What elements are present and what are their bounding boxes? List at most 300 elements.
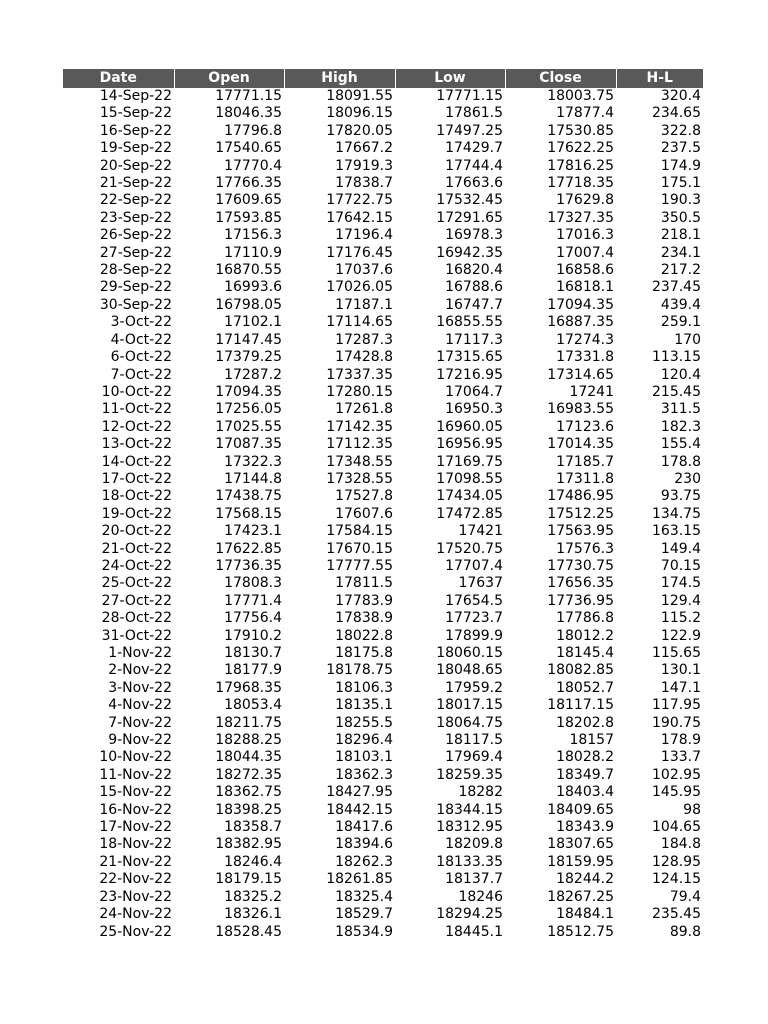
open-cell: 18358.7 — [224, 819, 282, 836]
low-cell: 16855.55 — [436, 314, 503, 331]
open-cell: 18528.45 — [215, 923, 282, 940]
low-cell: 17117.3 — [445, 331, 503, 348]
table-row — [63, 924, 703, 941]
low-cell: 18312.95 — [436, 819, 503, 836]
range-cell: 120.4 — [660, 366, 701, 383]
range-cell: 128.95 — [652, 853, 701, 870]
open-cell: 17087.35 — [215, 436, 282, 453]
open-cell: 17766.35 — [215, 175, 282, 192]
table-row — [63, 645, 703, 662]
table-row — [63, 105, 703, 122]
date-cell: 3-Oct-22 — [110, 314, 172, 331]
date-cell: 10-Nov-22 — [99, 749, 172, 766]
close-cell: 17241 — [569, 383, 614, 400]
date-cell: 20-Sep-22 — [99, 157, 172, 174]
header-row — [63, 69, 703, 88]
range-cell: 174.9 — [660, 157, 701, 174]
high-cell: 18534.9 — [335, 923, 393, 940]
low-cell: 17532.45 — [436, 192, 503, 209]
range-cell: 178.8 — [660, 453, 701, 470]
table-row — [63, 419, 703, 436]
range-cell: 115.65 — [652, 645, 701, 661]
date-cell: 14-Sep-22 — [99, 88, 172, 104]
date-cell: 23-Sep-22 — [99, 209, 172, 226]
range-cell: 104.65 — [652, 819, 701, 836]
low-cell: 17707.4 — [445, 557, 503, 574]
table-row — [63, 227, 703, 244]
date-cell: 18-Nov-22 — [99, 836, 172, 853]
date-cell: 1-Nov-22 — [108, 645, 172, 661]
table-row — [63, 332, 703, 349]
date-cell: 21-Nov-22 — [99, 853, 172, 870]
close-cell: 17563.95 — [547, 523, 614, 540]
header-high-low-range: H-L — [616, 69, 703, 88]
range-cell: 259.1 — [660, 314, 701, 331]
open-cell: 17771.15 — [215, 88, 282, 104]
open-cell: 17102.1 — [224, 314, 282, 331]
date-cell: 29-Sep-22 — [99, 279, 172, 296]
date-cell: 7-Nov-22 — [108, 714, 172, 731]
close-cell: 18003.75 — [547, 88, 614, 104]
high-cell: 18022.8 — [335, 627, 393, 644]
high-cell: 17348.55 — [326, 453, 393, 470]
range-cell: 155.4 — [660, 436, 701, 453]
table-row — [63, 697, 703, 714]
table-row — [63, 349, 703, 366]
close-cell: 17123.6 — [556, 418, 614, 435]
table-row — [63, 384, 703, 401]
open-cell: 17144.8 — [224, 470, 282, 487]
close-cell: 18403.4 — [556, 784, 614, 801]
table-row — [63, 662, 703, 679]
open-cell: 17622.85 — [215, 540, 282, 557]
table-row — [63, 749, 703, 766]
range-cell: 175.1 — [660, 175, 701, 192]
low-cell: 18133.35 — [436, 853, 503, 870]
open-cell: 17609.65 — [215, 192, 282, 209]
range-cell: 89.8 — [669, 923, 701, 940]
header-close: Close — [505, 69, 616, 88]
low-cell: 16978.3 — [445, 227, 503, 244]
date-cell: 28-Sep-22 — [99, 262, 172, 279]
date-cell: 17-Oct-22 — [101, 470, 172, 487]
low-cell: 17520.75 — [436, 540, 503, 557]
table-row — [63, 906, 703, 923]
open-cell: 17110.9 — [224, 244, 282, 261]
table-row — [63, 784, 703, 801]
date-cell: 11-Nov-22 — [99, 766, 172, 783]
high-cell: 18262.3 — [335, 853, 393, 870]
open-cell: 18177.9 — [224, 662, 282, 679]
open-cell: 18046.35 — [215, 105, 282, 122]
range-cell: 234.65 — [652, 105, 701, 122]
range-cell: 149.4 — [660, 540, 701, 557]
low-cell: 17216.95 — [436, 366, 503, 383]
low-cell: 17723.7 — [445, 610, 503, 627]
high-cell: 17280.15 — [326, 383, 393, 400]
date-cell: 27-Oct-22 — [101, 592, 172, 609]
close-cell: 17622.25 — [547, 140, 614, 157]
date-cell: 7-Oct-22 — [110, 366, 172, 383]
date-cell: 23-Nov-22 — [99, 888, 172, 905]
open-cell: 17322.3 — [224, 453, 282, 470]
close-cell: 18343.9 — [556, 819, 614, 836]
date-cell: 30-Sep-22 — [99, 296, 172, 313]
low-cell: 17291.65 — [436, 209, 503, 226]
date-cell: 16-Nov-22 — [99, 801, 172, 818]
low-cell: 16747.7 — [445, 296, 503, 313]
low-cell: 17497.25 — [436, 122, 503, 139]
date-cell: 25-Oct-22 — [101, 575, 172, 592]
date-cell: 27-Sep-22 — [99, 244, 172, 261]
range-cell: 322.8 — [660, 122, 701, 139]
date-cell: 3-Nov-22 — [108, 679, 172, 696]
high-cell: 17642.15 — [326, 209, 393, 226]
low-cell: 18064.75 — [436, 714, 503, 731]
range-cell: 215.45 — [652, 383, 701, 400]
range-cell: 178.9 — [660, 732, 701, 749]
high-cell: 18325.4 — [335, 888, 393, 905]
date-cell: 21-Oct-22 — [101, 540, 172, 557]
header-high: High — [284, 69, 395, 88]
header-low: Low — [395, 69, 505, 88]
table-row — [63, 680, 703, 697]
table-row — [63, 593, 703, 610]
low-cell: 17654.5 — [445, 592, 503, 609]
high-cell: 17337.35 — [326, 366, 393, 383]
open-cell: 18325.2 — [224, 888, 282, 905]
range-cell: 79.4 — [669, 888, 701, 905]
date-cell: 25-Nov-22 — [99, 923, 172, 940]
table-row — [63, 541, 703, 558]
date-cell: 22-Sep-22 — [99, 192, 172, 209]
close-cell: 17486.95 — [547, 488, 614, 505]
open-cell: 17593.85 — [215, 209, 282, 226]
date-cell: 15-Nov-22 — [99, 784, 172, 801]
low-cell: 18344.15 — [436, 801, 503, 818]
table-row — [63, 436, 703, 453]
date-cell: 19-Sep-22 — [99, 140, 172, 157]
date-cell: 18-Oct-22 — [101, 488, 172, 505]
close-cell: 17576.3 — [556, 540, 614, 557]
range-cell: 170 — [674, 331, 701, 348]
low-cell: 17637 — [458, 575, 503, 592]
close-cell: 17185.7 — [556, 453, 614, 470]
low-cell: 17434.05 — [436, 488, 503, 505]
low-cell: 18117.5 — [445, 732, 503, 749]
table-row — [63, 732, 703, 749]
open-cell: 18288.25 — [215, 732, 282, 749]
range-cell: 70.15 — [660, 557, 701, 574]
date-cell: 28-Oct-22 — [101, 610, 172, 627]
close-cell: 16983.55 — [547, 401, 614, 418]
table-row — [63, 279, 703, 296]
close-cell: 17014.35 — [547, 436, 614, 453]
low-cell: 17315.65 — [436, 349, 503, 366]
low-cell: 17098.55 — [436, 470, 503, 487]
open-cell: 17025.55 — [215, 418, 282, 435]
low-cell: 18282 — [458, 784, 503, 801]
close-cell: 17314.65 — [547, 366, 614, 383]
high-cell: 18255.5 — [335, 714, 393, 731]
table-row — [63, 871, 703, 888]
date-cell: 17-Nov-22 — [99, 819, 172, 836]
low-cell: 17899.9 — [445, 627, 503, 644]
close-cell: 17877.4 — [556, 105, 614, 122]
close-cell: 18082.85 — [547, 662, 614, 679]
range-cell: 147.1 — [660, 679, 701, 696]
high-cell: 18417.6 — [335, 819, 393, 836]
low-cell: 17861.5 — [445, 105, 503, 122]
low-cell: 18048.65 — [436, 662, 503, 679]
close-cell: 17327.35 — [547, 209, 614, 226]
high-cell: 17287.3 — [335, 331, 393, 348]
high-cell: 17783.9 — [335, 592, 393, 609]
close-cell: 18349.7 — [556, 766, 614, 783]
table-row — [63, 175, 703, 192]
table-row — [63, 889, 703, 906]
open-cell: 17771.4 — [224, 592, 282, 609]
low-cell: 17169.75 — [436, 453, 503, 470]
range-cell: 115.2 — [660, 610, 701, 627]
high-cell: 17037.6 — [335, 262, 393, 279]
close-cell: 17530.85 — [547, 122, 614, 139]
date-cell: 9-Nov-22 — [108, 732, 172, 749]
high-cell: 18096.15 — [326, 105, 393, 122]
low-cell: 16960.05 — [436, 418, 503, 435]
low-cell: 18259.35 — [436, 766, 503, 783]
high-cell: 17919.3 — [335, 157, 393, 174]
date-cell: 19-Oct-22 — [101, 505, 172, 522]
open-cell: 17736.35 — [215, 557, 282, 574]
high-cell: 17112.35 — [326, 436, 393, 453]
close-cell: 18512.75 — [547, 923, 614, 940]
spreadsheet-table-container — [63, 69, 703, 941]
range-cell: 174.5 — [660, 575, 701, 592]
high-cell: 17838.9 — [335, 610, 393, 627]
high-cell: 17607.6 — [335, 505, 393, 522]
high-cell: 17667.2 — [335, 140, 393, 157]
date-cell: 20-Oct-22 — [101, 523, 172, 540]
date-cell: 14-Oct-22 — [101, 453, 172, 470]
table-row — [63, 314, 703, 331]
open-cell: 17379.25 — [215, 349, 282, 366]
date-cell: 4-Oct-22 — [110, 331, 172, 348]
low-cell: 18137.7 — [445, 871, 503, 888]
range-cell: 113.15 — [652, 349, 701, 366]
range-cell: 320.4 — [660, 88, 701, 104]
table-row — [63, 401, 703, 418]
high-cell: 17196.4 — [335, 227, 393, 244]
open-cell: 17094.35 — [215, 383, 282, 400]
date-cell: 4-Nov-22 — [108, 697, 172, 714]
high-cell: 17328.55 — [326, 470, 393, 487]
open-cell: 18053.4 — [224, 697, 282, 714]
range-cell: 350.5 — [660, 209, 701, 226]
close-cell: 18307.65 — [547, 836, 614, 853]
range-cell: 130.1 — [660, 662, 701, 679]
range-cell: 145.95 — [652, 784, 701, 801]
open-cell: 17796.8 — [224, 122, 282, 139]
close-cell: 17274.3 — [556, 331, 614, 348]
open-cell: 16798.05 — [215, 296, 282, 313]
high-cell: 18296.4 — [335, 732, 393, 749]
date-cell: 16-Sep-22 — [99, 122, 172, 139]
table-row — [63, 262, 703, 279]
open-cell: 17287.2 — [224, 366, 282, 383]
table-row — [63, 767, 703, 784]
open-cell: 18130.7 — [224, 645, 282, 661]
table-row — [63, 802, 703, 819]
low-cell: 16820.4 — [445, 262, 503, 279]
table-row — [63, 715, 703, 732]
close-cell: 17331.8 — [556, 349, 614, 366]
open-cell: 17423.1 — [224, 523, 282, 540]
date-cell: 24-Nov-22 — [99, 906, 172, 923]
table-row — [63, 819, 703, 836]
range-cell: 102.95 — [652, 766, 701, 783]
header-open: Open — [174, 69, 284, 88]
table-row — [63, 610, 703, 627]
table-row — [63, 836, 703, 853]
low-cell: 16942.35 — [436, 244, 503, 261]
close-cell: 18012.2 — [556, 627, 614, 644]
range-cell: 439.4 — [660, 296, 701, 313]
high-cell: 18427.95 — [326, 784, 393, 801]
range-cell: 124.15 — [652, 871, 701, 888]
high-cell: 18178.75 — [326, 662, 393, 679]
low-cell: 18060.15 — [436, 645, 503, 661]
range-cell: 182.3 — [660, 418, 701, 435]
high-cell: 18091.55 — [326, 88, 393, 104]
low-cell: 18294.25 — [436, 906, 503, 923]
high-cell: 18135.1 — [335, 697, 393, 714]
range-cell: 190.3 — [660, 192, 701, 209]
range-cell: 117.95 — [652, 697, 701, 714]
range-cell: 311.5 — [660, 401, 701, 418]
low-cell: 17969.4 — [445, 749, 503, 766]
low-cell: 16956.95 — [436, 436, 503, 453]
open-cell: 16993.6 — [224, 279, 282, 296]
range-cell: 235.45 — [652, 906, 701, 923]
low-cell: 17663.6 — [445, 175, 503, 192]
high-cell: 18362.3 — [335, 766, 393, 783]
range-cell: 98 — [683, 801, 701, 818]
table-row — [63, 854, 703, 871]
close-cell: 17007.4 — [556, 244, 614, 261]
range-cell: 237.5 — [660, 140, 701, 157]
range-cell: 122.9 — [660, 627, 701, 644]
date-cell: 31-Oct-22 — [101, 627, 172, 644]
range-cell: 184.8 — [660, 836, 701, 853]
open-cell: 18179.15 — [215, 871, 282, 888]
date-cell: 2-Nov-22 — [108, 662, 172, 679]
high-cell: 17026.05 — [326, 279, 393, 296]
table-row — [63, 471, 703, 488]
high-cell: 17811.5 — [335, 575, 393, 592]
low-cell: 18445.1 — [445, 923, 503, 940]
close-cell: 17512.25 — [547, 505, 614, 522]
close-cell: 18117.15 — [547, 697, 614, 714]
close-cell: 17656.35 — [547, 575, 614, 592]
close-cell: 18159.95 — [547, 853, 614, 870]
open-cell: 17147.45 — [215, 331, 282, 348]
low-cell: 18209.8 — [445, 836, 503, 853]
close-cell: 17629.8 — [556, 192, 614, 209]
table-row — [63, 140, 703, 157]
open-cell: 17256.05 — [215, 401, 282, 418]
date-cell: 6-Oct-22 — [110, 349, 172, 366]
high-cell: 17820.05 — [326, 122, 393, 139]
low-cell: 17064.7 — [445, 383, 503, 400]
close-cell: 18145.4 — [556, 645, 614, 661]
low-cell: 17771.15 — [436, 88, 503, 104]
date-cell: 10-Oct-22 — [101, 383, 172, 400]
close-cell: 18409.65 — [547, 801, 614, 818]
table-row — [63, 506, 703, 523]
high-cell: 17584.15 — [326, 523, 393, 540]
open-cell: 16870.55 — [215, 262, 282, 279]
low-cell: 18246 — [458, 888, 503, 905]
table-row — [63, 628, 703, 645]
low-cell: 17429.7 — [445, 140, 503, 157]
close-cell: 17718.35 — [547, 175, 614, 192]
range-cell: 163.15 — [652, 523, 701, 540]
close-cell: 17094.35 — [547, 296, 614, 313]
high-cell: 17527.8 — [335, 488, 393, 505]
high-cell: 18442.15 — [326, 801, 393, 818]
close-cell: 18157 — [569, 732, 614, 749]
low-cell: 16950.3 — [445, 401, 503, 418]
range-cell: 237.45 — [652, 279, 701, 296]
open-cell: 18382.95 — [215, 836, 282, 853]
high-cell: 18175.8 — [335, 645, 393, 661]
open-cell: 17156.3 — [224, 227, 282, 244]
table-row — [63, 123, 703, 140]
table-row — [63, 192, 703, 209]
table-row — [63, 454, 703, 471]
high-cell: 17142.35 — [326, 418, 393, 435]
open-cell: 17568.15 — [215, 505, 282, 522]
date-cell: 26-Sep-22 — [99, 227, 172, 244]
open-cell: 18044.35 — [215, 749, 282, 766]
low-cell: 16788.6 — [445, 279, 503, 296]
close-cell: 17311.8 — [556, 470, 614, 487]
table-row — [63, 367, 703, 384]
close-cell: 17816.25 — [547, 157, 614, 174]
low-cell: 18017.15 — [436, 697, 503, 714]
table-row — [63, 575, 703, 592]
open-cell: 17968.35 — [215, 679, 282, 696]
high-cell: 18106.3 — [335, 679, 393, 696]
low-cell: 17472.85 — [436, 505, 503, 522]
open-cell: 17756.4 — [224, 610, 282, 627]
open-cell: 18246.4 — [224, 853, 282, 870]
close-cell: 17016.3 — [556, 227, 614, 244]
open-cell: 18326.1 — [224, 906, 282, 923]
open-cell: 18398.25 — [215, 801, 282, 818]
close-cell: 16858.6 — [556, 262, 614, 279]
open-cell: 17540.65 — [215, 140, 282, 157]
range-cell: 234.1 — [660, 244, 701, 261]
open-cell: 18211.75 — [215, 714, 282, 731]
high-cell: 18261.85 — [326, 871, 393, 888]
high-cell: 17428.8 — [335, 349, 393, 366]
range-cell: 217.2 — [660, 262, 701, 279]
close-cell: 18028.2 — [556, 749, 614, 766]
close-cell: 18267.25 — [547, 888, 614, 905]
date-cell: 22-Nov-22 — [99, 871, 172, 888]
